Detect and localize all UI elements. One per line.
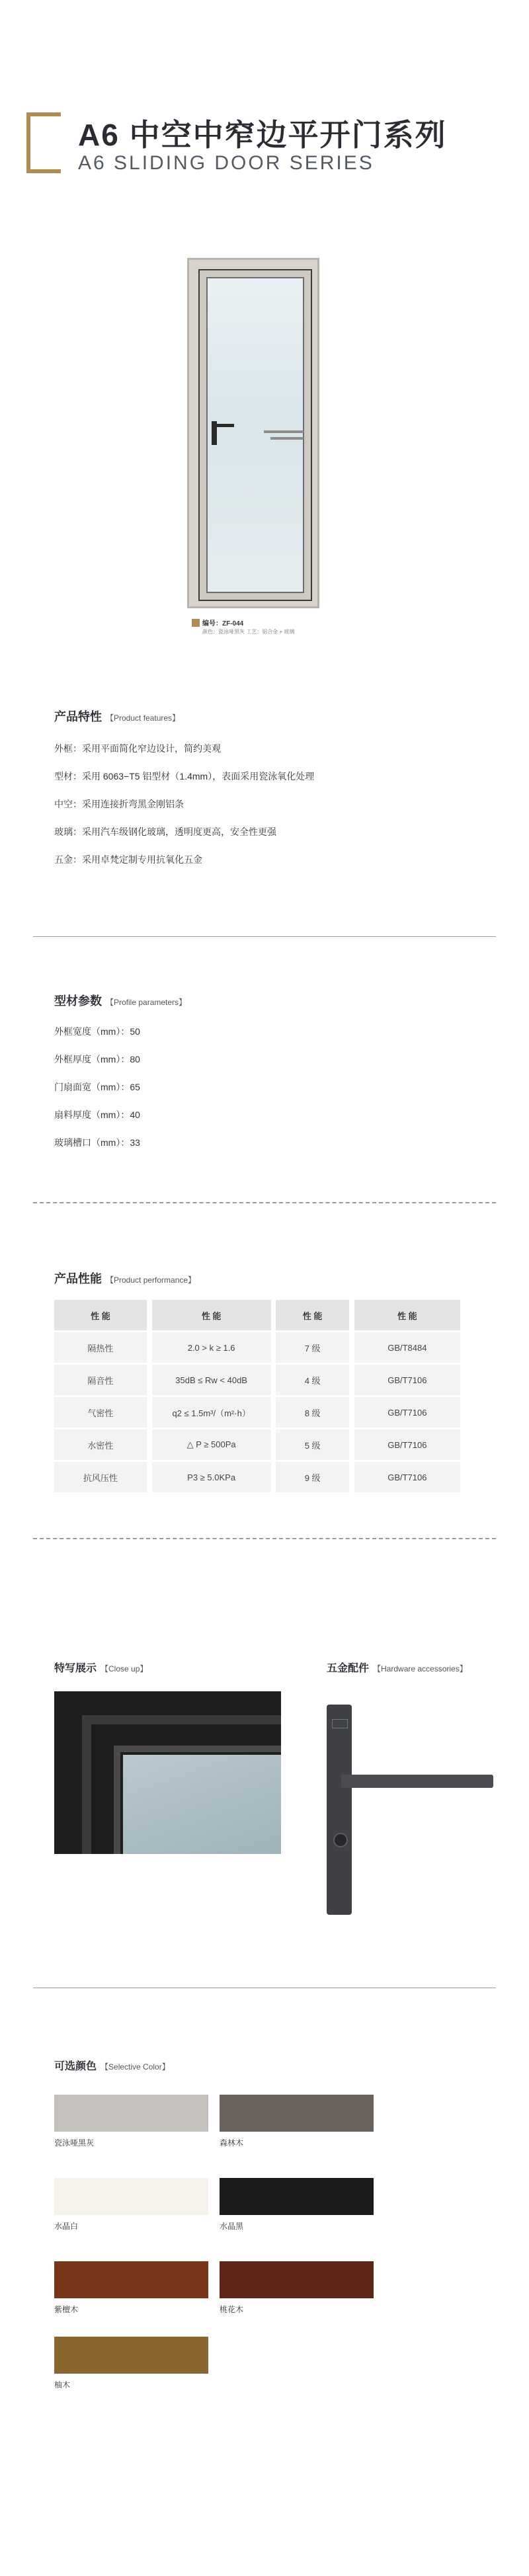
table-cell: 8 级: [276, 1396, 348, 1429]
feature-line: 外框：采用平面简化窄边设计，简约美观: [54, 743, 221, 754]
param-line: 外框宽度（mm）：50: [54, 1026, 140, 1037]
table-gap: [147, 1332, 152, 1364]
color-swatch-label: 紫檀木: [54, 2305, 79, 2314]
title-bracket-decoration: [26, 112, 61, 173]
param-line: 外框厚度（mm）：80: [54, 1054, 140, 1065]
hardware-title-en: 【Hardware accessories】: [373, 1664, 468, 1673]
features-title-en: 【Product features】: [106, 713, 181, 723]
table-cell: GB/T7106: [354, 1461, 460, 1494]
door-illustration: [187, 258, 319, 608]
table-row: [54, 1429, 460, 1461]
table-gap: [349, 1396, 354, 1429]
table-gap: [147, 1461, 152, 1494]
closeup-title-en: 【Close up】: [101, 1664, 148, 1673]
table-gap: [147, 1364, 152, 1396]
section-divider: [33, 1538, 496, 1539]
color-swatch: [54, 2337, 208, 2374]
hardware-heading: [327, 1660, 468, 1675]
table-header-cell: 性 能: [276, 1300, 348, 1332]
color-swatch-label: 水晶黑: [220, 2222, 244, 2231]
product-code: 编号：ZF-044: [202, 620, 244, 627]
color-swatch-label: 森林木: [220, 2138, 244, 2148]
table-header-cell: 性 能: [354, 1300, 460, 1332]
features-heading: [54, 707, 180, 725]
table-gap: [147, 1429, 152, 1461]
table-cell: GB/T8484: [354, 1332, 460, 1364]
feature-line: 五金：采用卓梵定制专用抗氧化五金: [54, 854, 202, 865]
table-cell: 2.0 > k ≥ 1.6: [152, 1332, 271, 1364]
param-line: 扇料厚度（mm）：40: [54, 1109, 140, 1120]
table-gap: [349, 1429, 354, 1461]
table-cell: GB/T7106: [354, 1396, 460, 1429]
table-header-cell: 性 能: [152, 1300, 271, 1332]
features-title: 产品特性: [54, 710, 102, 723]
hardware-title: 五金配件: [327, 1663, 370, 1674]
table-cell: GB/T7106: [354, 1364, 460, 1396]
table-cell: q2 ≤ 1.5m³/（m²·h）: [152, 1396, 271, 1429]
door-lever: [214, 424, 234, 427]
product-code-note: 颜色：瓷泳哑黑灰 工艺：铝合金 + 玻璃: [202, 629, 295, 635]
colors-title-en: 【Selective Color】: [101, 2062, 170, 2072]
table-cell: 7 级: [276, 1332, 348, 1364]
performance-title-en: 【Product performance】: [106, 1275, 196, 1285]
page-title: A6 中空中窄边平开门系列: [78, 118, 447, 152]
table-gap: [147, 1396, 152, 1429]
feature-line: 中空：采用连接折弯黑金刚铝条: [54, 799, 184, 809]
color-swatch: [54, 2095, 208, 2132]
door-decor-strip: [270, 437, 304, 440]
table-gap: [147, 1300, 152, 1332]
table-gap: [271, 1396, 276, 1429]
table-header-row: [54, 1300, 460, 1332]
table-gap: [271, 1461, 276, 1494]
colors-title: 可选颜色: [54, 2061, 97, 2072]
door-leaf: [198, 269, 312, 601]
color-swatch-label: 柚木: [54, 2380, 71, 2390]
table-cell: 抗风压性: [54, 1461, 147, 1494]
table-cell: 9 级: [276, 1461, 348, 1494]
feature-line: 型材：采用 6063−T5 铝型材（1.4mm），表面采用瓷泳氧化处理: [54, 771, 315, 782]
door-glass-panel: [206, 277, 304, 593]
table-row: [54, 1364, 460, 1396]
colors-heading: [54, 2058, 170, 2073]
code-color-swatch: [192, 619, 200, 627]
color-swatch: [220, 2178, 374, 2215]
color-swatch: [54, 2261, 208, 2298]
section-divider: [33, 936, 496, 937]
closeup-glass: [123, 1755, 281, 1854]
closeup-heading: [54, 1660, 147, 1675]
door-frame: [187, 258, 319, 608]
table-cell: 水密性: [54, 1429, 147, 1461]
table-gap: [271, 1300, 276, 1332]
table-cell: 气密性: [54, 1396, 147, 1429]
feature-line: 玻璃：采用汽车级钢化玻璃，透明度更高，安全性更强: [54, 826, 276, 837]
table-cell: △ P ≥ 500Pa: [152, 1429, 271, 1461]
color-swatch: [220, 2095, 374, 2132]
table-row: [54, 1461, 460, 1494]
handle-lever: [341, 1775, 493, 1788]
color-swatch-label: 瓷泳哑黑灰: [54, 2138, 95, 2148]
table-gap: [349, 1364, 354, 1396]
table-row: [54, 1332, 460, 1364]
closeup-image: [54, 1691, 281, 1854]
table-gap: [349, 1461, 354, 1494]
param-line: 玻璃槽口（mm）：33: [54, 1137, 140, 1148]
table-gap: [271, 1429, 276, 1461]
color-swatch-label: 桃花木: [220, 2305, 244, 2314]
table-cell: 4 级: [276, 1364, 348, 1396]
performance-table: [54, 1300, 460, 1494]
page-subtitle: A6 SLIDING DOOR SERIES: [78, 152, 374, 174]
params-title-en: 【Profile parameters】: [106, 998, 187, 1007]
params-heading: [54, 992, 186, 1009]
door-decor-strip: [264, 430, 304, 433]
lock-cylinder-icon: [333, 1833, 348, 1847]
table-cell: 隔热性: [54, 1332, 147, 1364]
table-cell: 隔音性: [54, 1364, 147, 1396]
table-header-cell: 性 能: [54, 1300, 147, 1332]
color-swatch: [220, 2261, 374, 2298]
table-gap: [349, 1332, 354, 1364]
performance-heading: [54, 1269, 196, 1287]
closeup-title: 特写展示: [54, 1663, 97, 1674]
handle-backplate: [327, 1705, 352, 1915]
color-swatch-label: 水晶白: [54, 2222, 79, 2231]
table-gap: [271, 1332, 276, 1364]
section-divider: [33, 1202, 496, 1203]
table-cell: P3 ≥ 5.0KPa: [152, 1461, 271, 1494]
handle-logo-mark: [332, 1719, 348, 1728]
params-title: 型材参数: [54, 994, 102, 1008]
color-swatch: [54, 2178, 208, 2215]
table-cell: 35dB ≤ Rw < 40dB: [152, 1364, 271, 1396]
table-gap: [271, 1364, 276, 1396]
table-cell: 5 级: [276, 1429, 348, 1461]
performance-title: 产品性能: [54, 1272, 102, 1285]
table-gap: [349, 1300, 354, 1332]
table-row: [54, 1396, 460, 1429]
param-line: 门扇面宽（mm）：65: [54, 1082, 140, 1092]
table-cell: GB/T7106: [354, 1429, 460, 1461]
